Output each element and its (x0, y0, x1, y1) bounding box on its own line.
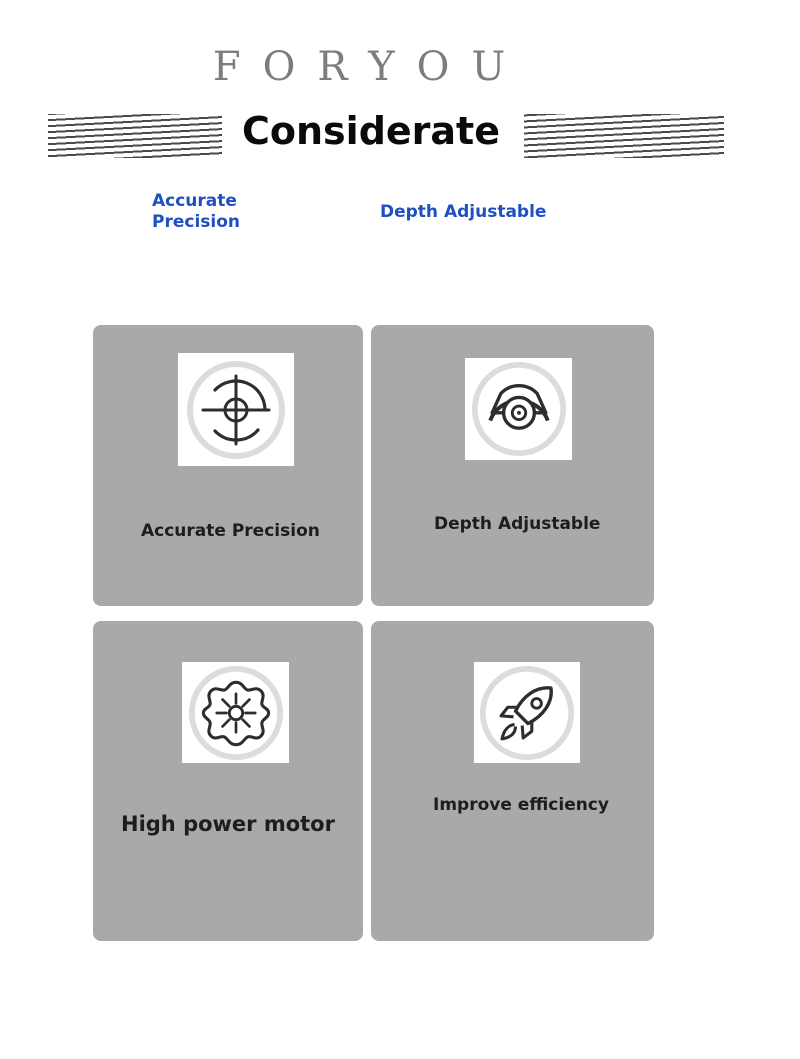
feature-card-high-power-motor (93, 621, 363, 941)
card-label: Improve efficiency (433, 795, 609, 815)
page-title: Considerate (222, 100, 520, 168)
brand-wordmark: FORYOU (212, 44, 528, 90)
feature-card-improve-efficiency (371, 621, 654, 941)
feature-label-accurate-precision: Accurate Precision (152, 191, 241, 232)
feature-card-depth-adjustable (371, 325, 654, 606)
card-label: Depth Adjustable (434, 514, 601, 534)
card-label: Accurate Precision (141, 521, 320, 541)
card-label: High power motor (121, 812, 335, 836)
crosshair-icon (178, 353, 294, 466)
saw-blade-icon (465, 358, 572, 460)
motor-gear-icon (182, 662, 289, 763)
rocket-icon (474, 662, 580, 763)
feature-card-accurate-precision (93, 325, 363, 606)
left-stripe-decoration (48, 114, 224, 158)
title-banner (48, 100, 724, 168)
feature-label-depth-adjustable: Depth Adjustable (380, 202, 547, 222)
right-stripe-decoration (524, 114, 724, 158)
